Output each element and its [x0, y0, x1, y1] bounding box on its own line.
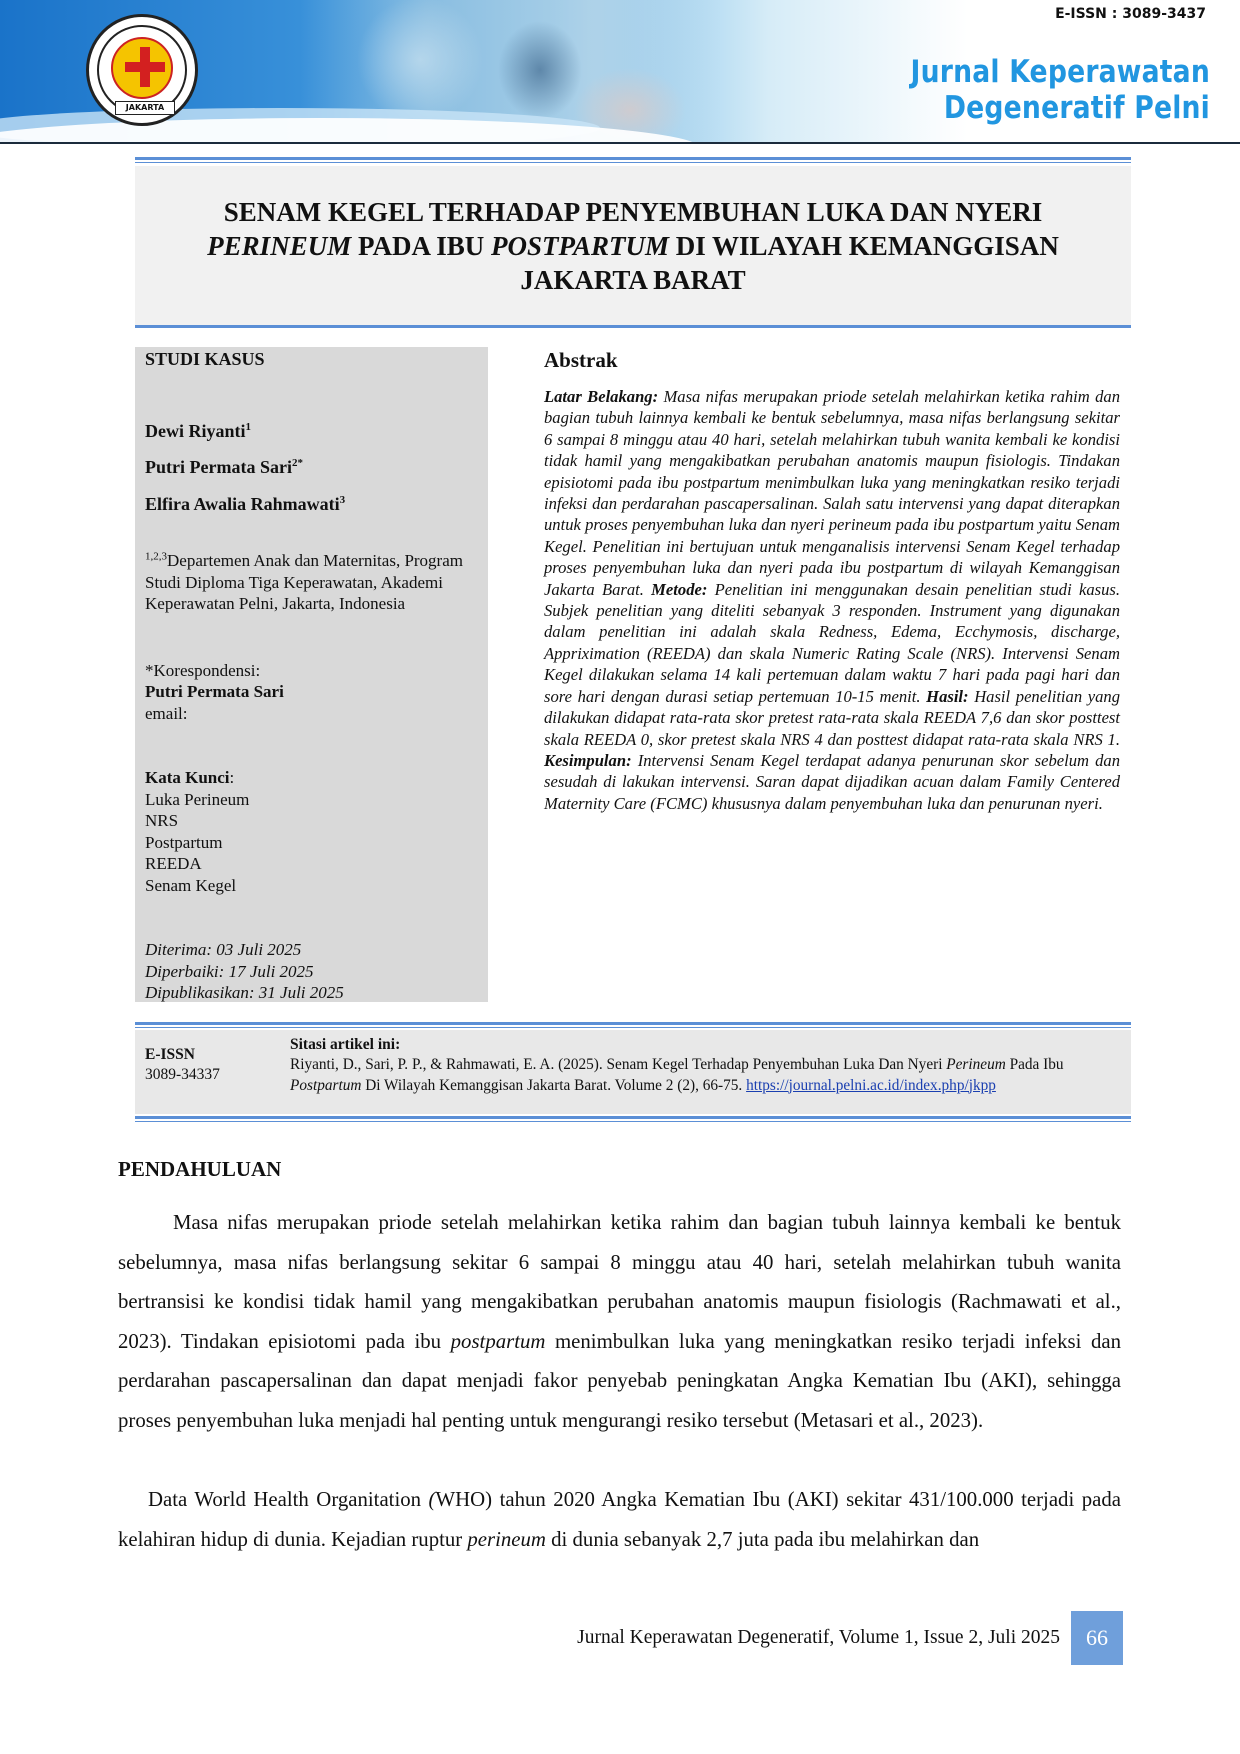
logo-city-text: JAKARTA — [125, 103, 165, 112]
keyword: Postpartum — [145, 833, 223, 852]
abstract-label-conclusion: Kesimpulan: — [544, 750, 632, 770]
citation-text: Riyanti, D., Sari, P. P., & Rahmawati, E. A. (2025). Senam Kegel Terhadap Penyembuhan Luka Dan Nyeri Perineum Pada Ibu Postpartum Di Wilayah Kemanggisan Jakarta Barat. Volume 2 (2), 66-75. https://journal.pelni.ac.id/index.php/jkpp — [290, 1056, 1064, 1094]
title-rule-bottom — [135, 325, 1131, 328]
date-published: Dipublikasikan: 31 Juli 2025 — [145, 983, 344, 1002]
correspondence-name: Putri Permata Sari — [145, 682, 284, 701]
citation-rule-top — [135, 1022, 1131, 1025]
citation-rule-bottom — [135, 1116, 1131, 1119]
author-1: Dewi Riyanti$^1$ — [145, 421, 251, 441]
keyword: Luka Perineum — [145, 790, 250, 809]
citation-eissn: E-ISSN 3089-34337 — [145, 1046, 220, 1083]
page-number: 66 — [1071, 1611, 1123, 1665]
correspondence-label: *Korespondensi: — [145, 661, 261, 680]
title-text: PADA IBU — [351, 230, 491, 261]
citation-link[interactable]: https://journal.pelni.ac.id/index.php/jkpp — [746, 1076, 996, 1094]
abstract-text: Latar Belakang: Masa nifas merupakan priode setelah melahirkan ketika rahim dan bagian tubuh lainnya kembali ke bentuk sebelumnya, masa nifas berlangsung sekitar 6 sampai 8 minggu atau 40 hari, setelah melahirkan tubuh wanita kembali ke kondisi tidak hamil yang mengakibatkan perubahan anatomis maupun fisiologis. Tindakan episiotomi pada ibu postpartum menimbulkan luka yang meningkatkan resiko terjadi infeksi dan perdarahan pascapersalinan. Salah satu intervensi yang dapat diterapkan untuk proses penyembuhan luka dan nyeri perineum pada ibu postpartum yaitu Senam Kegel. Penelitian ini bertujuan untuk menganalisis intervensi Senam Kegel terhadap proses penyembuhan luka dan nyeri pada ibu postpartum di wilayah Kemanggisan Jakarta Barat. Metode: Penelitian ini menggunakan desain penelitian studi kasus. Subjek penelitian yang diteliti sebanyak 3 responden. Instrument yang digunakan dalam penelitian ini adalah skala Redness, Edema, Ecchymosis, discharge, Appriximation (REEDA) dan skala Numeric Rating Scale (NRS). Intervensi Senam Kegel dilakukan selama 14 kali pertemuan dalam waktu 7 hari pada pagi hari dan sore hari dengan durasi setiap pertemuan 10-15 menit. Hasil: Hasil penelitian yang dilakukan didapat rata-rata skor pretest rata-rata skala REEDA 7,6 dan skor posttest skala REEDA 0, skor pretest skala NRS 4 dan posttest didapat rata-rata skala NRS 1. Kesimpulan: Intervensi Senam Kegel terdapat adanya penurunan skor sebelum dan sesudah di lakukan intervensi. Saran dapat dijadikan acuan dalam Family Centered Maternity Care (FCMC) khususnya dalam penyembuhan luka dan penurunan nyeri. — [544, 387, 1120, 813]
email-label: email: — [145, 704, 188, 723]
abstract-label-result: Hasil: — [920, 686, 969, 706]
article-type: STUDI KASUS — [145, 349, 265, 369]
section-heading: PENDAHULUAN — [118, 1157, 282, 1181]
title-line-3: JAKARTA BARAT — [520, 264, 746, 295]
title-box — [135, 166, 1131, 325]
journal-banner — [0, 0, 1240, 144]
author-3: Elfira Awalia Rahmawati$^3$ — [145, 494, 346, 514]
academy-logo — [86, 14, 198, 126]
abstract-label-background: Latar Belakang: — [544, 387, 659, 406]
title-term-postpartum: POSTPARTUM — [490, 230, 669, 261]
keyword: Senam Kegel — [145, 876, 237, 895]
title-term-perineum: PERINEUM — [207, 230, 352, 261]
affiliation: $^{1,2,3}$Departemen Anak dan Maternitas, Program Studi Diploma Tiga Keperawatan, Akademi Keperawatan Pelni, Jakarta, Indonesia — [145, 550, 463, 613]
red-cross-icon — [125, 62, 165, 72]
date-received: Diterima: 03 Juli 2025 — [145, 940, 302, 959]
body-paragraph-2: Data World Health Organitation (WHO) tahun 2020 Angka Kematian Ibu (AKI) sekitar 431/100.000 terjadi pada kelahiran hidup di dunia. Kejadian ruptur perineum di dunia sebanyak 2,7 juta pada ibu melahirkan dan — [118, 1488, 1121, 1551]
title-rule-top-thin — [135, 162, 1131, 163]
citation-rule-top-thin — [135, 1027, 1131, 1028]
title-line-1: SENAM KEGEL TERHADAP PENYEMBUHAN LUKA DAN NYERI — [223, 196, 1043, 227]
body-paragraph-1: Masa nifas merupakan priode setelah melahirkan ketika rahim dan bagian tubuh lainnya kembali ke bentuk sebelumnya, masa nifas berlangsung sekitar 6 sampai 8 minggu atau 40 hari, setelah melahirkan tubuh wanita bertransisi ke kondisi tidak hamil yang mengakibatkan perubahan anatomis maupun fisiologis (Rachmawati et al., 2023). Tindakan episiotomi pada ibu postpartum menimbulkan luka yang meningkatkan resiko terjadi infeksi dan perdarahan pascapersalinan dan dapat menjadi fakor penyebab peningkatan Angka Kematian Ibu (AKI), sehingga proses penyembuhan luka menjadi hal penting untuk mengurangi resiko tersebut (Metasari et al., 2023). — [118, 1211, 1121, 1432]
author-2: Putri Permata Sari$^{2*}$ — [145, 457, 303, 477]
title-rule-top — [135, 157, 1131, 160]
title-text: DI WILAYAH KEMANGGISAN — [668, 230, 1059, 261]
citation-label: Sitasi artikel ini: — [290, 1036, 401, 1053]
date-revised: Diperbaiki: 17 Juli 2025 — [145, 962, 314, 981]
paper-title — [207, 195, 1059, 297]
citation-rule-bottom-thin — [135, 1121, 1131, 1122]
abstract-heading: Abstrak — [544, 348, 618, 372]
keyword: REEDA — [145, 854, 202, 873]
header-eissn: E-ISSN : 3089-3437 — [1055, 6, 1206, 22]
keywords-heading: Kata Kunci: — [145, 768, 235, 787]
keyword: NRS — [145, 811, 179, 830]
journal-title: Jurnal Keperawatan Degeneratif Pelni — [910, 54, 1210, 126]
footer-journal: Jurnal Keperawatan Degeneratif, Volume 1, Issue 2, Juli 2025 — [577, 1627, 1060, 1648]
abstract-label-method: Metode: — [643, 579, 708, 599]
